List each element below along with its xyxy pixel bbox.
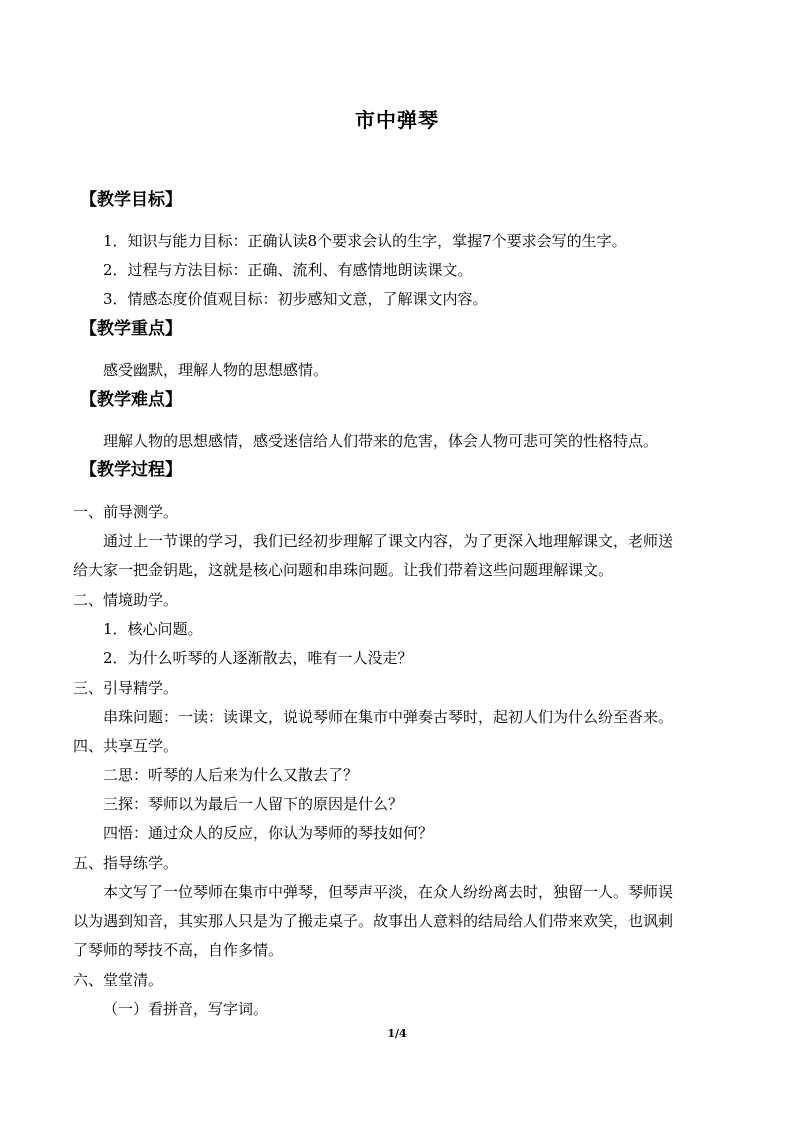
step-1-title: 一、前导测学。 [73, 503, 179, 521]
step-4-item-2: 三探：琴师以为最后一人留下的原因是什么？ [103, 795, 404, 813]
step-5-title: 五、指导练学。 [73, 854, 179, 872]
step-4-title: 四、共享互学。 [73, 737, 179, 755]
step-3-title: 三、引导精学。 [73, 679, 179, 697]
section-heading-key-points: 【教学重点】 [80, 319, 182, 339]
goal-item-3: 3．情感态度价值观目标：初步感知文意，了解课文内容。 [103, 290, 488, 308]
step-3-text: 串珠问题：一读：读课文，说说琴师在集市中弹奏古琴时，起初人们为什么纷至沓来。 [103, 708, 674, 726]
step-6-item-1: （一）看拼音，写字词。 [103, 1000, 269, 1018]
document-title: 市中弹琴 [355, 108, 439, 132]
step-2-item-2: 2．为什么听琴的人逐渐散去，唯有一人没走？ [103, 649, 413, 667]
step-5-line-1: 本文写了一位琴师在集市中弹琴，但琴声平淡，在众人纷纷离去时，独留一人。琴师误 [103, 883, 674, 901]
step-1-line-2: 给大家一把金钥匙，这就是核心问题和串珠问题。让我们带着这些问题理解课文。 [73, 561, 614, 579]
step-2-item-1: 1．核心问题。 [103, 620, 203, 638]
section-heading-goals: 【教学目标】 [80, 190, 182, 210]
step-4-item-1: 二思：听琴的人后来为什么又散去了？ [103, 766, 359, 784]
step-4-item-3: 四悟：通过众人的反应，你认为琴师的琴技如何？ [103, 824, 434, 842]
step-6-title: 六、堂堂清。 [73, 971, 164, 989]
difficulties-text: 理解人物的思想感情，感受迷信给人们带来的危害，体会人物可悲可笑的性格特点。 [103, 432, 659, 450]
step-5-line-2: 以为遇到知音，其实那人只是为了搬走桌子。故事出人意料的结局给人们带来欢笑，也讽刺 [73, 912, 674, 930]
step-1-line-1: 通过上一节课的学习，我们已经初步理解了课文内容，为了更深入地理解课文，老师送 [103, 532, 674, 550]
goal-item-2: 2．过程与方法目标：正确、流利、有感情地朗读课文。 [103, 261, 473, 279]
section-heading-difficulties: 【教学难点】 [80, 390, 182, 410]
step-5-line-3: 了琴师的琴技不高，自作多情。 [73, 941, 284, 959]
step-2-title: 二、情境助学。 [73, 591, 179, 609]
section-heading-process: 【教学过程】 [80, 460, 182, 480]
page-number: 1/4 [387, 1027, 407, 1040]
goal-item-1: 1．知识与能力目标：正确认读8个要求会认的生字，掌握7个要求会写的生字。 [103, 232, 627, 250]
key-points-text: 感受幽默，理解人物的思想感情。 [103, 361, 329, 379]
